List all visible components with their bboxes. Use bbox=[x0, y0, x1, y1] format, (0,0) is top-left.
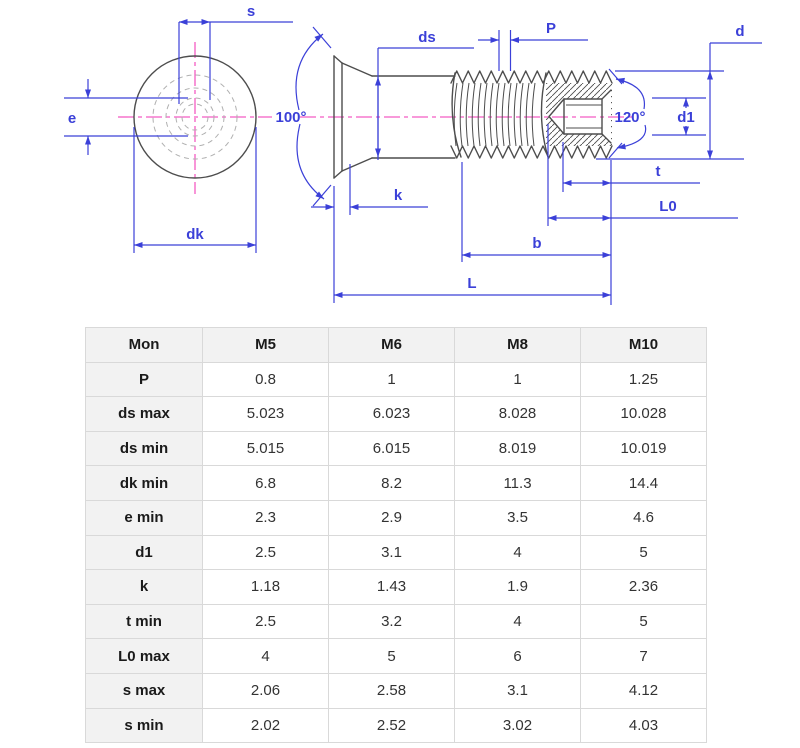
row-label: t min bbox=[86, 604, 203, 639]
dim-P bbox=[478, 20, 588, 71]
spec-cell: 0.8 bbox=[203, 362, 329, 397]
spec-cell: 10.028 bbox=[581, 397, 707, 432]
spec-cell: 2.02 bbox=[203, 708, 329, 743]
spec-cell: 6.8 bbox=[203, 466, 329, 501]
col-header-mon: Mon bbox=[86, 328, 203, 363]
spec-cell: 5 bbox=[581, 604, 707, 639]
technical-drawing bbox=[0, 0, 800, 315]
spec-cell: 3.5 bbox=[455, 500, 581, 535]
spec-cell: 1.43 bbox=[329, 570, 455, 605]
dim-label-t: t bbox=[655, 163, 661, 180]
spec-cell: 5.015 bbox=[203, 431, 329, 466]
spec-cell: 2.52 bbox=[329, 708, 455, 743]
spec-cell: 5.023 bbox=[203, 397, 329, 432]
spec-cell: 8.019 bbox=[455, 431, 581, 466]
screw-side-view bbox=[275, 20, 762, 305]
spec-cell: 10.019 bbox=[581, 431, 707, 466]
spec-cell: 6 bbox=[455, 639, 581, 674]
spec-cell: 2.5 bbox=[203, 535, 329, 570]
table-row bbox=[86, 673, 707, 708]
spec-cell: 8.2 bbox=[329, 466, 455, 501]
spec-cell: 4.03 bbox=[581, 708, 707, 743]
table-row bbox=[86, 535, 707, 570]
dim-label-L: L bbox=[467, 275, 477, 292]
spec-cell: 2.5 bbox=[203, 604, 329, 639]
spec-cell: 4 bbox=[203, 639, 329, 674]
table-row bbox=[86, 431, 707, 466]
spec-cell: 6.015 bbox=[329, 431, 455, 466]
dim-label-e: e bbox=[67, 110, 77, 127]
spec-cell: 5 bbox=[581, 535, 707, 570]
thread-crest-bottom bbox=[451, 146, 612, 158]
row-label: dk min bbox=[86, 466, 203, 501]
table-row bbox=[86, 466, 707, 501]
row-label: ds min bbox=[86, 431, 203, 466]
spec-cell: 4 bbox=[455, 604, 581, 639]
row-label: d1 bbox=[86, 535, 203, 570]
dim-label-d: d bbox=[735, 23, 745, 40]
spec-cell: 3.1 bbox=[329, 535, 455, 570]
spec-cell: 2.58 bbox=[329, 673, 455, 708]
dim-label-k: k bbox=[393, 187, 403, 204]
row-label: ds max bbox=[86, 397, 203, 432]
table-row bbox=[86, 362, 707, 397]
dim-ds bbox=[378, 29, 474, 160]
row-label: P bbox=[86, 362, 203, 397]
spec-cell: 1.18 bbox=[203, 570, 329, 605]
spec-cell: 1 bbox=[455, 362, 581, 397]
spec-cell: 1 bbox=[329, 362, 455, 397]
col-header-m10: M10 bbox=[581, 328, 707, 363]
row-label: s min bbox=[86, 708, 203, 743]
spec-cell: 2.36 bbox=[581, 570, 707, 605]
col-header-m5: M5 bbox=[203, 328, 329, 363]
dim-label-P: P bbox=[545, 20, 557, 37]
dim-d bbox=[596, 23, 762, 159]
spec-cell: 4.12 bbox=[581, 673, 707, 708]
dim-label-b: b bbox=[532, 235, 542, 252]
row-label: e min bbox=[86, 500, 203, 535]
dim-label-120deg: 120° bbox=[614, 109, 646, 126]
spec-cell: 5 bbox=[329, 639, 455, 674]
spec-cell: 14.4 bbox=[581, 466, 707, 501]
dim-label-s: s bbox=[246, 3, 256, 20]
dim-angle-point bbox=[609, 69, 646, 158]
spec-cell: 1.25 bbox=[581, 362, 707, 397]
dim-L bbox=[334, 186, 611, 303]
row-label: s max bbox=[86, 673, 203, 708]
spec-cell: 2.9 bbox=[329, 500, 455, 535]
spec-table bbox=[85, 327, 707, 743]
table-row bbox=[86, 500, 707, 535]
dim-label-d1: d1 bbox=[677, 109, 695, 126]
table-row bbox=[86, 708, 707, 743]
spec-cell: 3.2 bbox=[329, 604, 455, 639]
dim-k bbox=[311, 164, 428, 215]
dim-d1 bbox=[652, 98, 706, 135]
dim-b bbox=[462, 162, 611, 262]
col-header-m8: M8 bbox=[455, 328, 581, 363]
row-label: k bbox=[86, 570, 203, 605]
spec-cell: 2.06 bbox=[203, 673, 329, 708]
spec-cell: 4.6 bbox=[581, 500, 707, 535]
dim-label-ds: ds bbox=[418, 29, 436, 46]
thread-crest-top bbox=[451, 71, 612, 83]
table-row bbox=[86, 570, 707, 605]
screw-front-view bbox=[64, 3, 293, 253]
thread-helix-lines bbox=[454, 83, 535, 146]
row-label: L0 max bbox=[86, 639, 203, 674]
col-header-m6: M6 bbox=[329, 328, 455, 363]
spec-cell: 11.3 bbox=[455, 466, 581, 501]
spec-cell: 6.023 bbox=[329, 397, 455, 432]
dim-label-100deg: 100° bbox=[275, 109, 307, 126]
dim-s bbox=[179, 3, 293, 104]
spec-cell: 8.028 bbox=[455, 397, 581, 432]
spec-cell: 2.3 bbox=[203, 500, 329, 535]
dim-t bbox=[563, 142, 700, 305]
table-row bbox=[86, 604, 707, 639]
screw-drawing-svg bbox=[0, 0, 800, 315]
dim-label-L0: L0 bbox=[659, 198, 677, 215]
spec-cell: 7 bbox=[581, 639, 707, 674]
spec-header-row bbox=[86, 328, 707, 363]
dim-label-dk: dk bbox=[186, 226, 204, 243]
spec-cell: 3.1 bbox=[455, 673, 581, 708]
spec-cell: 4 bbox=[455, 535, 581, 570]
spec-cell: 3.02 bbox=[455, 708, 581, 743]
table-row bbox=[86, 397, 707, 432]
spec-cell: 1.9 bbox=[455, 570, 581, 605]
table-row bbox=[86, 639, 707, 674]
